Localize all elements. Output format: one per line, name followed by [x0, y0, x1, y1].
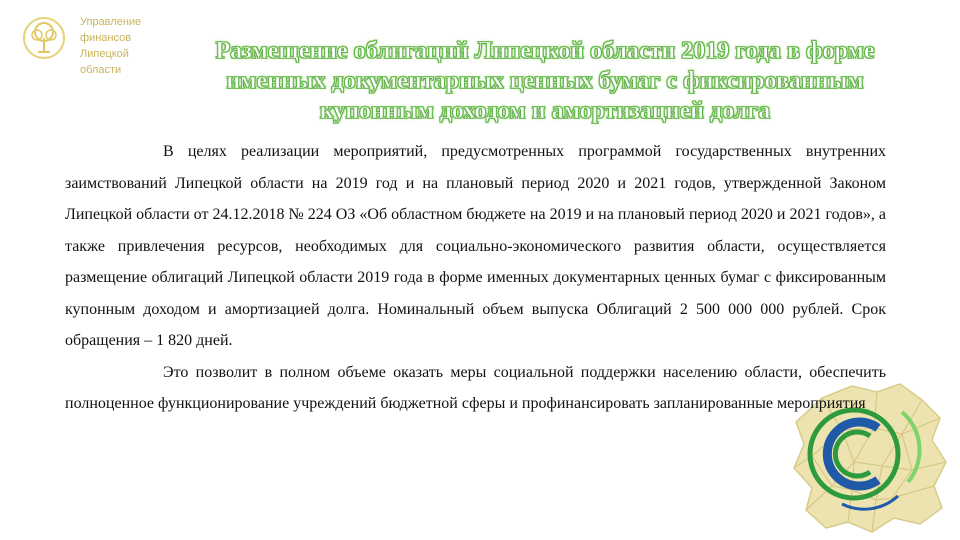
- paragraph: Это позволит в полном объеме оказать меры социальной поддержки населению области, обеспечить полноценное функционирование учреждений бюджетной сферы и профинансировать запланированные мероприятия: [65, 363, 886, 412]
- org-name-line: Липецкой: [80, 48, 129, 60]
- body-text: [65, 136, 886, 420]
- org-name: [80, 14, 170, 78]
- page-title: Размещение облигаций Липецкой области 2019 года в форме именных документарных ценных бумаг с фиксированным купонным доходом и амортизацией долга: [215, 38, 875, 124]
- paragraph: В целях реализации мероприятий, предусмотренных программой государственных внутренних заимствований Липецкой области на 2019 год и на плановый период 2020 и 2021 годов, утвержденной Законом Липецкой области от 24.12.2018 № 224 ОЗ «Об областном бюджете на 2019 и на плановый период 2020 и 2021 годов», а также привлечения ресурсов, необходимых для социально-экономического развития области, осуществляется размещение облигаций Липецкой области 2019 года в форме именных документарных ценных бумаг с фиксированным купонным доходом и амортизацией долга. Номинальный объем выпуска Облигаций 2 500 000 000 рублей. Срок обращения – 1 820 дней.: [65, 143, 886, 349]
- tree-logo-icon: [22, 16, 66, 60]
- org-name-line: Управление: [80, 16, 142, 28]
- org-name-line: области: [80, 64, 122, 76]
- org-name-line: финансов: [80, 32, 132, 44]
